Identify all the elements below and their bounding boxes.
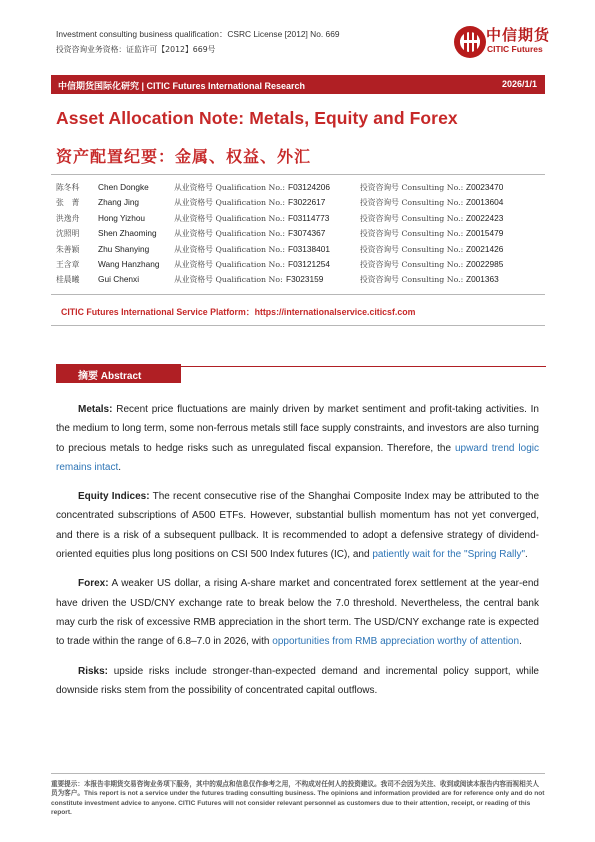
- qualification-label: 从业资格号 Qualification No.:: [174, 229, 286, 239]
- consulting-label: 投资咨询号 Consulting No.:: [360, 229, 464, 239]
- consulting-label: 投资咨询号 Consulting No.:: [360, 213, 464, 223]
- consulting-number: Z0013604: [466, 197, 504, 208]
- analyst-row: [56, 272, 546, 287]
- analyst-name-cn: 陈冬科: [56, 183, 80, 192]
- analyst-name-en: Zhu Shanying: [98, 243, 150, 254]
- consulting-number: Z0023470: [466, 182, 504, 192]
- analyst-name-cn: 朱善颖: [56, 244, 80, 254]
- forex-tail: .: [519, 636, 522, 648]
- divider: [51, 174, 545, 175]
- qualification-label: 从业资格号 Qualification No:: [174, 275, 283, 285]
- risks-text: upside risks include stronger-than-expected demand and incremental policy support, while downside risks stem from the possibility of concentrated capital outflows.: [56, 665, 539, 696]
- abstract-body: [56, 400, 539, 710]
- abstract-heading: [56, 364, 181, 383]
- consulting-number: Z001363: [466, 274, 499, 285]
- equity-text: The recent consecutive rise of the Shanghai Composite Index may be attributed to the concentrated subscriptions of A500 ETFs. However, substantial bullish momentum has not yet converged, and there is a risk of a subsequent pullback. It is recommended to adopt a defensive strategy of dividend-oriented equities plus long positions on CSI 500 Index futures (IC), and: [56, 491, 540, 561]
- analyst-row: [56, 180, 546, 195]
- platform-link[interactable]: CITIC Futures International Service Platform：https://internationalservice.citicsf.com: [61, 307, 416, 317]
- consulting-number: Z0022985: [466, 258, 504, 269]
- analyst-name-cn: 桂晨曦: [56, 275, 80, 285]
- divider: [51, 325, 545, 326]
- analyst-name-en: Hong Yizhou: [98, 212, 146, 223]
- section-banner: [51, 75, 545, 94]
- equity-tail: .: [525, 549, 528, 561]
- report-date: 2026/1/1: [501, 79, 537, 89]
- qualification-cn: 投资咨询业务资格：证监许可【2012】669号: [56, 45, 216, 54]
- metals-tail: .: [118, 461, 122, 473]
- analyst-name-en: Wang Hanzhang: [98, 258, 160, 269]
- consulting-label: 投资咨询号 Consulting No.:: [360, 244, 464, 254]
- analyst-row: [56, 257, 546, 272]
- divider: [51, 294, 545, 295]
- qualification-number: F03114773: [288, 212, 330, 223]
- qualification-number: F03121254: [288, 258, 330, 269]
- analyst-name-en: Gui Chenxi: [98, 274, 140, 285]
- analyst-row: [56, 195, 546, 210]
- metals-heading: Metals:: [78, 404, 113, 415]
- abstract-label: 摘要 Abstract: [78, 371, 142, 382]
- equity-heading: Equity Indices:: [78, 491, 150, 503]
- consulting-label: 投资咨询号 Consulting No.:: [360, 259, 464, 269]
- qualification-number: F03138401: [288, 243, 330, 254]
- consulting-label: 投资咨询号 Consulting No.:: [360, 198, 464, 208]
- consulting-number: Z0015479: [466, 228, 504, 239]
- analyst-name-cn: 王含章: [56, 259, 80, 269]
- forex-highlight: opportunities from RMB appreciation worthy of attention: [272, 636, 520, 648]
- page-title-cn: 资产配置纪要：金属、权益、外汇: [56, 147, 312, 166]
- page-title-en: Asset Allocation Note: Metals, Equity and Forex: [56, 108, 458, 128]
- qualification-label: 从业资格号 Qualification No.:: [174, 198, 286, 208]
- divider: [51, 773, 545, 774]
- qualification-number: F03124206: [288, 182, 330, 192]
- forex-text: A weaker US dollar, a rising A-share market and concentrated forex settlement at the year-end have driven the USD/CNY exchange rate to break below the 7.0 threshold. Nevertheless, the central bank may curb the risk of excessive RMB appreciation in the short term. The USD/CNY exchange rate is expected to trade within the range of 6.8–7.0 in 2026, with: [56, 578, 539, 648]
- qualification-label: 从业资格号 Qualification No.:: [174, 244, 286, 254]
- consulting-label: 投资咨询号 Consulting No.:: [360, 275, 464, 285]
- analyst-name-cn: 沈照明: [56, 229, 80, 239]
- analyst-row: [56, 242, 546, 257]
- analyst-name-en: Chen Dongke: [98, 182, 149, 192]
- consulting-label: 投资咨询号 Consulting No.:: [360, 183, 464, 192]
- analyst-name-cn: 洪逸舟: [56, 213, 80, 223]
- qualification-number: F3074367: [288, 228, 326, 239]
- analyst-row: [56, 211, 546, 226]
- paragraph-equity: [56, 487, 539, 564]
- analyst-row: [56, 226, 546, 241]
- analyst-name-cn: 张 菁: [56, 198, 80, 208]
- logo-text-en: CITIC Futures: [487, 44, 543, 54]
- qualification-number: F3022617: [288, 197, 326, 208]
- risks-heading: Risks:: [78, 665, 109, 677]
- metals-text: Recent price fluctuations are mainly driven by market sentiment and profit-taking activities. In the medium to long term, some non-ferrous metals still face supply constraints, and investors are also turning to precious metals to hedge risks such as unregulated fiscal expansion. Therefore, the: [56, 404, 539, 454]
- banner-title: 中信期货国际化研究 | CITIC Futures International Research: [58, 81, 306, 91]
- qualification-header: [56, 27, 340, 57]
- qualification-label: 从业资格号 Qualification No.:: [174, 183, 286, 192]
- metals-highlight: upward trend logic remains intact: [56, 442, 539, 473]
- paragraph-metals: [56, 400, 539, 477]
- disclaimer: 重要提示：本报告非期货交易咨询业务项下服务，其中的观点和信息仅作参考之用，不构成对任何人的投资建议。我司不会因为关注、收到或阅读本报告内容而视相关人员为客户。This report is not a service under the futures trading consulting business. The opinions and information provided are for reference only and do not constitute investment advice to anyone. CITIC Futures will not consider relevant personnel as customers due to their attention, receipt, or reading of this report.: [51, 781, 545, 817]
- logo-text-cn: 中信期货: [486, 26, 551, 44]
- analyst-name-en: Shen Zhaoming: [98, 228, 157, 239]
- analyst-list: [56, 180, 546, 288]
- qualification-en: Investment consulting business qualification：CSRC License [2012] No. 669: [56, 29, 340, 39]
- consulting-number: Z0021426: [466, 243, 504, 254]
- consulting-number: Z0022423: [466, 212, 504, 223]
- paragraph-risks: [56, 662, 539, 701]
- paragraph-forex: [56, 574, 539, 651]
- qualification-label: 从业资格号 Qualification No.:: [174, 259, 286, 269]
- forex-heading: Forex:: [78, 578, 109, 590]
- qualification-number: F3023159: [286, 274, 324, 285]
- qualification-label: 从业资格号 Qualification No.:: [174, 213, 286, 223]
- equity-highlight: patiently wait for the "Spring Rally": [372, 549, 526, 561]
- analyst-name-en: Zhang Jing: [98, 197, 140, 208]
